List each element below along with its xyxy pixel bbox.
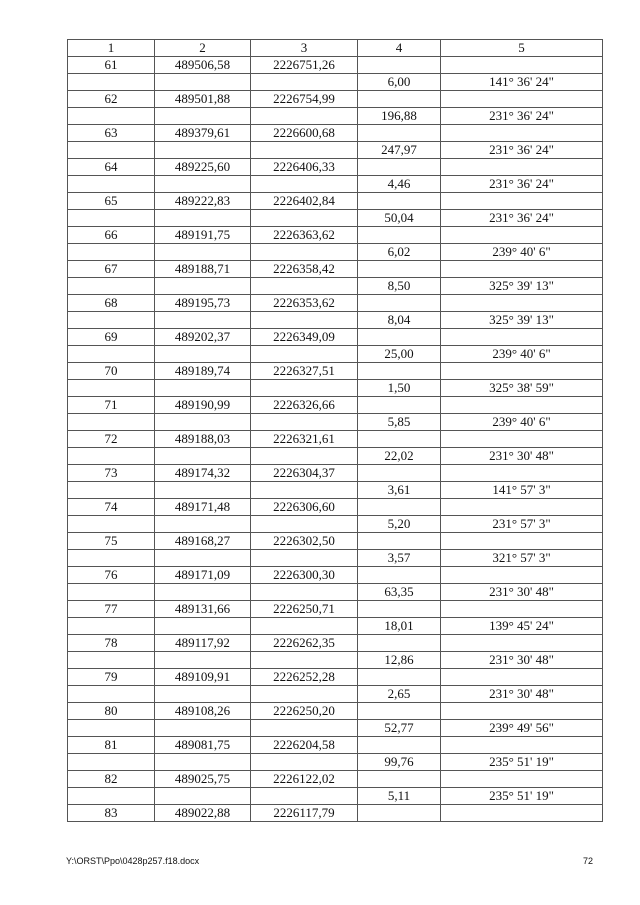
cell-point: 71 [68,397,155,414]
cell-y: 2226117,79 [251,805,358,822]
cell-length [358,533,441,550]
cell-y [251,74,358,91]
cell-x [155,686,251,703]
cell-point [68,210,155,227]
cell-bearing: 239° 49' 56" [441,720,603,737]
cell-length [358,57,441,74]
cell-bearing [441,91,603,108]
footer-file-path: Y:\ORST\Ppo\0428p257.f18.docx [66,856,200,866]
cell-length [358,737,441,754]
cell-length [358,805,441,822]
cell-length: 8,50 [358,278,441,295]
cell-bearing [441,737,603,754]
cell-bearing [441,397,603,414]
cell-point [68,788,155,805]
cell-length: 196,88 [358,108,441,125]
table-row [68,125,603,142]
cell-bearing: 231° 36' 24" [441,176,603,193]
table-row [68,805,603,822]
cell-point: 82 [68,771,155,788]
cell-bearing: 231° 36' 24" [441,108,603,125]
cell-bearing [441,57,603,74]
cell-x: 489189,74 [155,363,251,380]
cell-length [358,567,441,584]
cell-length [358,431,441,448]
cell-point: 75 [68,533,155,550]
cell-x: 489131,66 [155,601,251,618]
cell-x [155,244,251,261]
cell-length: 4,46 [358,176,441,193]
cell-x: 489171,09 [155,567,251,584]
cell-bearing [441,669,603,686]
table-row [68,465,603,482]
cell-point [68,754,155,771]
cell-length: 1,50 [358,380,441,397]
cell-x: 489117,92 [155,635,251,652]
cell-x [155,142,251,159]
cell-y [251,448,358,465]
cell-bearing [441,771,603,788]
cell-x [155,652,251,669]
table-row [68,295,603,312]
table-row [68,550,603,567]
cell-bearing: 325° 38' 59" [441,380,603,397]
cell-length [358,635,441,652]
column-header-point: 1 [68,40,155,57]
table-row [68,788,603,805]
cell-bearing [441,499,603,516]
cell-bearing [441,125,603,142]
table-row [68,193,603,210]
cell-length [358,91,441,108]
cell-x: 489171,48 [155,499,251,516]
table-row [68,176,603,193]
cell-point [68,414,155,431]
cell-length [358,363,441,380]
table-row [68,380,603,397]
cell-bearing [441,159,603,176]
table-row [68,601,603,618]
cell-point [68,278,155,295]
cell-point [68,720,155,737]
cell-x [155,74,251,91]
cell-bearing: 325° 39' 13" [441,278,603,295]
table-row [68,754,603,771]
table-row [68,720,603,737]
column-header-bearing: 5 [441,40,603,57]
cell-point: 81 [68,737,155,754]
cell-y [251,652,358,669]
cell-bearing: 231° 30' 48" [441,686,603,703]
cell-point [68,346,155,363]
cell-bearing [441,703,603,720]
cell-point: 61 [68,57,155,74]
cell-bearing: 231° 36' 24" [441,142,603,159]
cell-y: 2226349,09 [251,329,358,346]
coordinates-table-container [67,39,597,834]
cell-bearing [441,227,603,244]
cell-point: 72 [68,431,155,448]
cell-point: 80 [68,703,155,720]
coordinates-table [67,39,603,822]
cell-bearing [441,431,603,448]
cell-bearing: 141° 57' 3" [441,482,603,499]
cell-point [68,584,155,601]
cell-length [358,601,441,618]
cell-length: 5,20 [358,516,441,533]
table-row [68,635,603,652]
cell-y: 2226402,84 [251,193,358,210]
cell-x: 489109,91 [155,669,251,686]
cell-y: 2226358,42 [251,261,358,278]
cell-x [155,346,251,363]
cell-bearing: 235° 51' 19" [441,788,603,805]
cell-length: 2,65 [358,686,441,703]
table-row [68,414,603,431]
cell-y [251,482,358,499]
cell-x [155,754,251,771]
cell-y: 2226122,02 [251,771,358,788]
cell-length [358,295,441,312]
cell-y: 2226204,58 [251,737,358,754]
cell-y: 2226302,50 [251,533,358,550]
cell-length [358,499,441,516]
table-row [68,431,603,448]
table-row [68,448,603,465]
cell-point [68,686,155,703]
cell-y: 2226363,62 [251,227,358,244]
cell-y [251,754,358,771]
cell-x: 489202,37 [155,329,251,346]
table-row [68,516,603,533]
cell-point [68,312,155,329]
cell-x [155,108,251,125]
cell-length: 25,00 [358,346,441,363]
cell-length [358,669,441,686]
cell-y [251,720,358,737]
cell-bearing: 141° 36' 24" [441,74,603,91]
cell-length: 5,85 [358,414,441,431]
cell-y [251,380,358,397]
cell-bearing: 239° 40' 6" [441,244,603,261]
cell-y [251,414,358,431]
cell-length [358,159,441,176]
cell-x [155,414,251,431]
cell-point [68,74,155,91]
cell-point: 70 [68,363,155,380]
cell-y: 2226321,61 [251,431,358,448]
table-row [68,278,603,295]
cell-y: 2226252,28 [251,669,358,686]
cell-bearing [441,533,603,550]
table-row [68,584,603,601]
table-row [68,363,603,380]
table-body [68,57,603,822]
cell-y: 2226406,33 [251,159,358,176]
cell-bearing: 239° 40' 6" [441,346,603,363]
cell-x: 489025,75 [155,771,251,788]
table-row [68,737,603,754]
cell-x: 489222,83 [155,193,251,210]
table-row [68,312,603,329]
cell-point: 77 [68,601,155,618]
cell-x: 489188,71 [155,261,251,278]
cell-y: 2226751,26 [251,57,358,74]
cell-y: 2226353,62 [251,295,358,312]
cell-x [155,482,251,499]
cell-point [68,550,155,567]
cell-bearing: 239° 40' 6" [441,414,603,431]
cell-point: 62 [68,91,155,108]
cell-point: 74 [68,499,155,516]
cell-y [251,312,358,329]
cell-point: 83 [68,805,155,822]
table-row [68,329,603,346]
cell-y: 2226754,99 [251,91,358,108]
cell-x: 489081,75 [155,737,251,754]
cell-x: 489195,73 [155,295,251,312]
table-row [68,567,603,584]
table-row [68,346,603,363]
cell-point [68,652,155,669]
cell-length [358,329,441,346]
cell-y: 2226250,20 [251,703,358,720]
cell-length: 22,02 [358,448,441,465]
cell-point: 73 [68,465,155,482]
cell-x: 489190,99 [155,397,251,414]
cell-point [68,380,155,397]
cell-x [155,210,251,227]
cell-point: 78 [68,635,155,652]
table-row [68,686,603,703]
cell-x: 489022,88 [155,805,251,822]
cell-bearing: 231° 36' 24" [441,210,603,227]
cell-bearing [441,261,603,278]
cell-length: 6,02 [358,244,441,261]
cell-bearing [441,465,603,482]
cell-x [155,380,251,397]
cell-length: 50,04 [358,210,441,227]
cell-point [68,482,155,499]
cell-y: 2226600,68 [251,125,358,142]
table-row [68,703,603,720]
cell-y [251,142,358,159]
table-row [68,652,603,669]
cell-y [251,788,358,805]
table-row [68,74,603,91]
cell-x [155,788,251,805]
cell-length: 3,57 [358,550,441,567]
cell-length: 18,01 [358,618,441,635]
cell-x: 489506,58 [155,57,251,74]
table-row [68,91,603,108]
table-row [68,618,603,635]
cell-length [358,465,441,482]
cell-point: 79 [68,669,155,686]
cell-point: 66 [68,227,155,244]
cell-y [251,618,358,635]
cell-point [68,448,155,465]
cell-bearing [441,295,603,312]
cell-point [68,244,155,261]
cell-bearing [441,805,603,822]
cell-y: 2226327,51 [251,363,358,380]
cell-bearing: 235° 51' 19" [441,754,603,771]
cell-point [68,142,155,159]
cell-x [155,618,251,635]
table-row [68,397,603,414]
column-header-length: 4 [358,40,441,57]
cell-bearing [441,193,603,210]
cell-x [155,312,251,329]
cell-length: 3,61 [358,482,441,499]
cell-x: 489501,88 [155,91,251,108]
cell-bearing: 325° 39' 13" [441,312,603,329]
cell-x: 489191,75 [155,227,251,244]
column-header-x: 2 [155,40,251,57]
cell-bearing [441,601,603,618]
cell-length [358,771,441,788]
cell-length: 247,97 [358,142,441,159]
cell-y [251,686,358,703]
cell-y: 2226300,30 [251,567,358,584]
table-row [68,261,603,278]
cell-length: 12,86 [358,652,441,669]
cell-x: 489188,03 [155,431,251,448]
cell-length: 63,35 [358,584,441,601]
table-row [68,159,603,176]
cell-x: 489174,32 [155,465,251,482]
cell-point [68,516,155,533]
cell-point [68,618,155,635]
cell-y [251,278,358,295]
cell-x [155,448,251,465]
cell-y [251,108,358,125]
table-row [68,771,603,788]
cell-y: 2226262,35 [251,635,358,652]
cell-bearing: 321° 57' 3" [441,550,603,567]
cell-x [155,278,251,295]
cell-bearing: 231° 30' 48" [441,652,603,669]
cell-bearing: 231° 30' 48" [441,584,603,601]
cell-point: 65 [68,193,155,210]
cell-length: 6,00 [358,74,441,91]
cell-x: 489168,27 [155,533,251,550]
table-row [68,669,603,686]
table-row [68,227,603,244]
cell-bearing: 231° 57' 3" [441,516,603,533]
table-row [68,108,603,125]
cell-bearing [441,635,603,652]
table-row [68,244,603,261]
cell-point: 76 [68,567,155,584]
cell-x [155,550,251,567]
table-row [68,142,603,159]
cell-y [251,584,358,601]
cell-y: 2226304,37 [251,465,358,482]
cell-x: 489108,26 [155,703,251,720]
table-row [68,533,603,550]
cell-bearing [441,567,603,584]
footer-page-number: 72 [583,856,594,866]
cell-x [155,516,251,533]
cell-length: 8,04 [358,312,441,329]
cell-length [358,397,441,414]
table-row [68,57,603,74]
cell-y [251,550,358,567]
cell-length: 52,77 [358,720,441,737]
cell-length [358,261,441,278]
cell-bearing: 139° 45' 24" [441,618,603,635]
cell-x [155,176,251,193]
table-row [68,210,603,227]
cell-y: 2226306,60 [251,499,358,516]
column-header-y: 3 [251,40,358,57]
cell-bearing: 231° 30' 48" [441,448,603,465]
table-header-row [68,40,603,57]
cell-y: 2226250,71 [251,601,358,618]
cell-length: 99,76 [358,754,441,771]
cell-y [251,244,358,261]
cell-point: 67 [68,261,155,278]
table-row [68,482,603,499]
cell-point [68,176,155,193]
cell-point [68,108,155,125]
cell-x [155,584,251,601]
cell-y [251,346,358,363]
cell-y: 2226326,66 [251,397,358,414]
cell-point: 64 [68,159,155,176]
cell-length: 5,11 [358,788,441,805]
cell-x [155,720,251,737]
table-row [68,499,603,516]
cell-y [251,516,358,533]
cell-point: 63 [68,125,155,142]
cell-length [358,227,441,244]
cell-length [358,703,441,720]
cell-point: 68 [68,295,155,312]
cell-y [251,210,358,227]
cell-y [251,176,358,193]
cell-x: 489225,60 [155,159,251,176]
cell-length [358,193,441,210]
cell-x: 489379,61 [155,125,251,142]
cell-point: 69 [68,329,155,346]
cell-length [358,125,441,142]
cell-bearing [441,363,603,380]
cell-bearing [441,329,603,346]
